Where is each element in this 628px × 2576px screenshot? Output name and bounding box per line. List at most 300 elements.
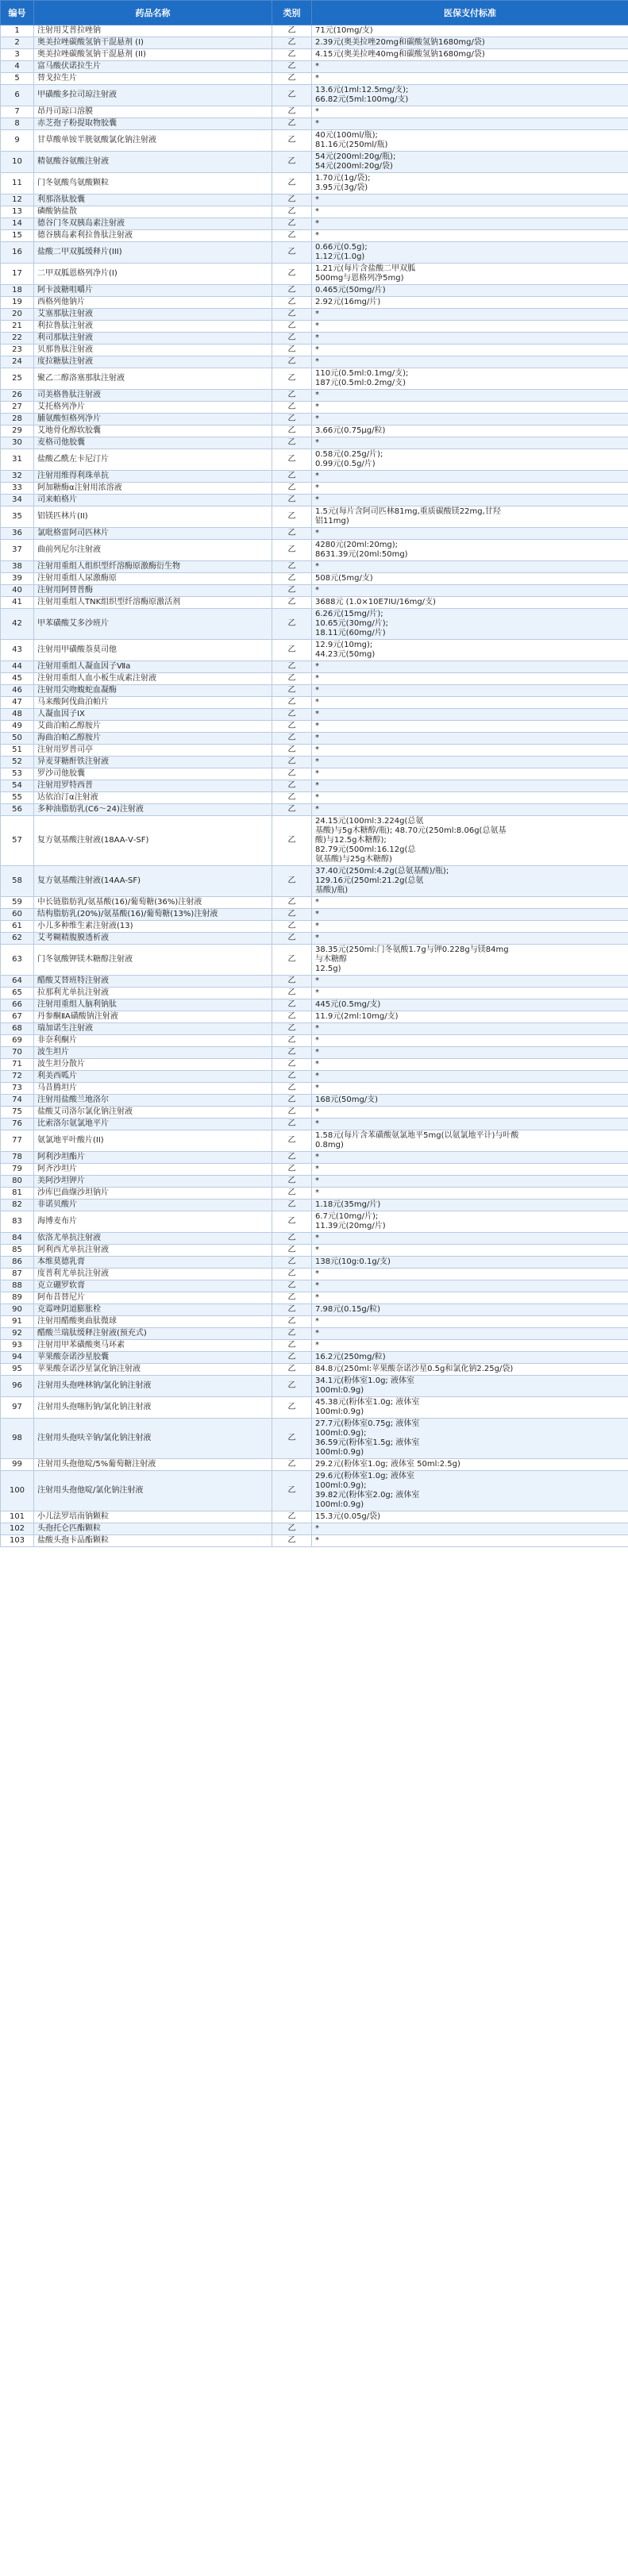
drug-category: 乙 bbox=[272, 173, 312, 194]
payment-standard bbox=[312, 1095, 628, 1107]
payment-standard bbox=[312, 1011, 628, 1023]
payment-standard-line: 100ml:0.9g) bbox=[315, 1448, 364, 1457]
table-row bbox=[1, 173, 628, 194]
table-row bbox=[1, 976, 628, 988]
payment-standard-line: * bbox=[315, 781, 319, 790]
payment-standard bbox=[312, 528, 628, 540]
row-index: 87 bbox=[1, 1269, 34, 1280]
row-index: 85 bbox=[1, 1245, 34, 1257]
drug-category: 乙 bbox=[272, 218, 312, 230]
payment-standard bbox=[312, 804, 628, 816]
drug-category: 乙 bbox=[272, 1130, 312, 1152]
payment-standard bbox=[312, 1059, 628, 1071]
payment-standard bbox=[312, 1511, 628, 1523]
drug-category: 乙 bbox=[272, 130, 312, 152]
drug-name: 注射用头孢唑林钠/氯化钠注射液 bbox=[34, 1376, 272, 1397]
table-row bbox=[1, 745, 628, 757]
table-row bbox=[1, 661, 628, 673]
table-row bbox=[1, 152, 628, 173]
drug-name: 注射用重组人凝血因子Ⅶa bbox=[34, 661, 272, 673]
payment-standard-line: * bbox=[315, 1281, 319, 1290]
drug-name: 依洛尤单抗注射液 bbox=[34, 1233, 272, 1245]
drug-category: 乙 bbox=[272, 356, 312, 368]
payment-standard-line: 40元(100ml/瓶); bbox=[315, 131, 378, 140]
drug-name: 富马酸伏诺拉生片 bbox=[34, 61, 272, 73]
payment-standard-line: * bbox=[315, 674, 319, 683]
payment-standard bbox=[312, 673, 628, 685]
payment-standard bbox=[312, 390, 628, 402]
payment-standard-line: * bbox=[315, 1048, 319, 1057]
drug-category: 乙 bbox=[272, 1292, 312, 1304]
row-index: 92 bbox=[1, 1328, 34, 1340]
table-row bbox=[1, 780, 628, 792]
table-row bbox=[1, 506, 628, 528]
drug-category: 乙 bbox=[272, 792, 312, 804]
drug-name: 丹参酮ⅡA磺酸钠注射液 bbox=[34, 1011, 272, 1023]
payment-standard-line: 6.26元(15mg/片); bbox=[315, 610, 383, 618]
drug-category: 乙 bbox=[272, 573, 312, 585]
table-row bbox=[1, 1535, 628, 1547]
payment-standard-line: * bbox=[315, 934, 319, 942]
payment-standard-line: * bbox=[315, 1329, 319, 1338]
table-row bbox=[1, 1280, 628, 1292]
row-index: 29 bbox=[1, 425, 34, 437]
row-index: 103 bbox=[1, 1535, 34, 1547]
payment-standard-line: 138元(10g:0.1g/支) bbox=[315, 1257, 391, 1266]
drug-category: 乙 bbox=[272, 999, 312, 1011]
payment-standard-line: 氨基酸)与25g木糖醇) bbox=[315, 855, 392, 864]
table-row bbox=[1, 230, 628, 242]
payment-standard-line: 1.58元(每片含苯磺酸氨氯地平5mg(以氨氯地平计)与叶酸 bbox=[315, 1131, 519, 1140]
drug-name: 注射用头孢噻肟钠/氯化钠注射液 bbox=[34, 1397, 272, 1419]
row-index: 23 bbox=[1, 345, 34, 356]
table-row bbox=[1, 1459, 628, 1471]
row-index: 20 bbox=[1, 309, 34, 321]
drug-category: 乙 bbox=[272, 345, 312, 356]
table-row bbox=[1, 999, 628, 1011]
drug-name: 注射用甲苯磺酸奥马环素 bbox=[34, 1340, 272, 1352]
drug-category: 乙 bbox=[272, 309, 312, 321]
payment-standard-line: 0.8mg) bbox=[315, 1141, 344, 1149]
row-index: 53 bbox=[1, 768, 34, 780]
payment-standard bbox=[312, 333, 628, 345]
payment-standard bbox=[312, 1304, 628, 1316]
drug-category: 乙 bbox=[272, 73, 312, 85]
payment-standard bbox=[312, 768, 628, 780]
payment-standard-line: 39.82元(粉体室2.0g; 液体室 bbox=[315, 1491, 420, 1500]
payment-standard bbox=[312, 561, 628, 573]
drug-name: 盐酸艾司洛尔氯化钠注射液 bbox=[34, 1107, 272, 1119]
table-row bbox=[1, 945, 628, 976]
row-index: 81 bbox=[1, 1188, 34, 1199]
table-row bbox=[1, 804, 628, 816]
drug-name: 马来酸阿伐曲泊帕片 bbox=[34, 697, 272, 709]
payment-standard-line: * bbox=[315, 757, 319, 766]
drug-name: 注射用重组人组织型纤溶酶原激酶衍生物 bbox=[34, 561, 272, 573]
payment-standard bbox=[312, 733, 628, 745]
row-index: 72 bbox=[1, 1071, 34, 1083]
drug-name: 注射用醋酸奥曲肽微球 bbox=[34, 1316, 272, 1328]
row-index: 37 bbox=[1, 540, 34, 561]
drug-category: 乙 bbox=[272, 1152, 312, 1164]
payment-standard-line: 1.21元(每片含盐酸二甲双胍 bbox=[315, 264, 416, 273]
payment-standard-line: 16.2元(250mg/粒) bbox=[315, 1353, 386, 1361]
row-index: 79 bbox=[1, 1164, 34, 1176]
payment-standard-line: * bbox=[315, 805, 319, 814]
drug-name: 阿利西尤单抗注射液 bbox=[34, 1245, 272, 1257]
drug-category: 乙 bbox=[272, 1523, 312, 1535]
row-index: 98 bbox=[1, 1419, 34, 1459]
payment-standard-line: * bbox=[315, 898, 319, 907]
payment-standard-line: 基酸)/瓶) bbox=[315, 886, 349, 895]
payment-standard bbox=[312, 414, 628, 425]
table-row bbox=[1, 25, 628, 37]
payment-standard bbox=[312, 1471, 628, 1511]
payment-standard-line: * bbox=[315, 1072, 319, 1080]
drug-name: 拉那利尤单抗注射液 bbox=[34, 988, 272, 999]
payment-standard-line: * bbox=[315, 195, 319, 204]
row-index: 78 bbox=[1, 1152, 34, 1164]
payment-standard-line: * bbox=[315, 438, 319, 447]
row-index: 101 bbox=[1, 1511, 34, 1523]
payment-standard-line: 与木糖醇 bbox=[315, 955, 347, 964]
table-row bbox=[1, 866, 628, 897]
table-row bbox=[1, 609, 628, 640]
row-index: 6 bbox=[1, 85, 34, 106]
payment-standard-line: 84.8元(250ml:苹果酸奈诺沙星0.5g和氯化钠2.25g/袋) bbox=[315, 1365, 514, 1373]
drug-category: 乙 bbox=[272, 25, 312, 37]
drug-category: 乙 bbox=[272, 414, 312, 425]
payment-standard-line: 100ml:0.9g) bbox=[315, 1500, 364, 1509]
row-index: 35 bbox=[1, 506, 34, 528]
table-row bbox=[1, 49, 628, 61]
drug-category: 乙 bbox=[272, 106, 312, 118]
drug-category: 乙 bbox=[272, 976, 312, 988]
drug-category: 乙 bbox=[272, 609, 312, 640]
drug-name: 甲苯磺酸艾多沙班片 bbox=[34, 609, 272, 640]
table-row bbox=[1, 264, 628, 285]
payment-standard-line: * bbox=[315, 219, 319, 228]
payment-standard-line: 100ml:0.9g); bbox=[315, 1429, 367, 1438]
payment-standard bbox=[312, 780, 628, 792]
row-index: 2 bbox=[1, 37, 34, 49]
payment-standard-line: 45.38元(粉体室1.0g; 液体室 bbox=[315, 1398, 420, 1407]
payment-standard bbox=[312, 816, 628, 866]
row-index: 89 bbox=[1, 1292, 34, 1304]
payment-standard bbox=[312, 1257, 628, 1269]
payment-standard-line: 4280元(20ml:20mg); bbox=[315, 541, 399, 549]
drug-name: 利司那肽注射液 bbox=[34, 333, 272, 345]
drug-category: 乙 bbox=[272, 1071, 312, 1083]
row-index: 73 bbox=[1, 1083, 34, 1095]
payment-standard-line: 10.65元(30mg/片); bbox=[315, 619, 388, 628]
payment-standard-line: 100ml:0.9g) bbox=[315, 1407, 364, 1416]
row-index: 33 bbox=[1, 483, 34, 495]
payment-standard bbox=[312, 1280, 628, 1292]
row-index: 48 bbox=[1, 709, 34, 721]
table-row bbox=[1, 1328, 628, 1340]
drug-category: 乙 bbox=[272, 673, 312, 685]
payment-standard-line: * bbox=[315, 119, 319, 128]
drug-name: 艾塞那肽注射液 bbox=[34, 309, 272, 321]
drug-category: 乙 bbox=[272, 471, 312, 483]
payment-standard-line: 71元(10mg/支) bbox=[315, 26, 373, 35]
payment-standard bbox=[312, 721, 628, 733]
drug-name: 注射用尖吻蝮蛇血凝酶 bbox=[34, 685, 272, 697]
payment-standard-line: * bbox=[315, 1317, 319, 1326]
col-header-name: 药品名称 bbox=[34, 1, 272, 25]
drug-name: 利那洛肽胶囊 bbox=[34, 194, 272, 206]
payment-standard-line: * bbox=[315, 976, 319, 985]
row-index: 15 bbox=[1, 230, 34, 242]
drug-category: 乙 bbox=[272, 897, 312, 909]
drug-name: 克霉唑阴道膨胀栓 bbox=[34, 1304, 272, 1316]
drug-category: 乙 bbox=[272, 921, 312, 933]
table-row bbox=[1, 1419, 628, 1459]
drug-name: 奥美拉唑碳酸氢钠干混悬剂 (II) bbox=[34, 49, 272, 61]
table-row bbox=[1, 988, 628, 999]
drug-category: 乙 bbox=[272, 449, 312, 471]
table-row bbox=[1, 1107, 628, 1119]
row-index: 100 bbox=[1, 1471, 34, 1511]
drug-category: 乙 bbox=[272, 1316, 312, 1328]
drug-name: 波生坦分散片 bbox=[34, 1059, 272, 1071]
payment-standard-line: * bbox=[315, 322, 319, 330]
drug-name: 盐酸头孢卡品酯颗粒 bbox=[34, 1535, 272, 1547]
row-index: 74 bbox=[1, 1095, 34, 1107]
table-row bbox=[1, 242, 628, 264]
row-index: 96 bbox=[1, 1376, 34, 1397]
row-index: 9 bbox=[1, 130, 34, 152]
table-row bbox=[1, 218, 628, 230]
drug-category: 乙 bbox=[272, 1364, 312, 1376]
drug-category: 乙 bbox=[272, 206, 312, 218]
payment-standard-line: 1.5元(每片含阿司匹林81mg,重质碳酸镁22mg,甘羟 bbox=[315, 507, 501, 516]
row-index: 12 bbox=[1, 194, 34, 206]
table-row bbox=[1, 437, 628, 449]
payment-standard-line: 38.35元(250ml:门冬氨酸1.7g与钾0.228g与镁84mg bbox=[315, 945, 509, 954]
row-index: 64 bbox=[1, 976, 34, 988]
row-index: 59 bbox=[1, 897, 34, 909]
table-row bbox=[1, 1245, 628, 1257]
row-index: 69 bbox=[1, 1035, 34, 1047]
drug-name: 注射用罗普司亭 bbox=[34, 745, 272, 757]
drug-category: 乙 bbox=[272, 85, 312, 106]
drug-category: 乙 bbox=[272, 866, 312, 897]
payment-standard bbox=[312, 640, 628, 661]
payment-standard bbox=[312, 85, 628, 106]
payment-standard bbox=[312, 1328, 628, 1340]
payment-standard-line: * bbox=[315, 107, 319, 116]
drug-category: 乙 bbox=[272, 1419, 312, 1459]
drug-name: 复方氨基酸注射液(18AA-Ⅴ-SF) bbox=[34, 816, 272, 866]
payment-standard bbox=[312, 173, 628, 194]
payment-standard-line: 12.9元(10mg); bbox=[315, 641, 373, 649]
row-index: 55 bbox=[1, 792, 34, 804]
payment-standard-line: * bbox=[315, 414, 319, 423]
drug-category: 乙 bbox=[272, 1304, 312, 1316]
payment-standard bbox=[312, 118, 628, 130]
drug-name: 人凝血因子IX bbox=[34, 709, 272, 721]
payment-standard bbox=[312, 697, 628, 709]
drug-category: 乙 bbox=[272, 118, 312, 130]
row-index: 86 bbox=[1, 1257, 34, 1269]
row-index: 71 bbox=[1, 1059, 34, 1071]
drug-category: 乙 bbox=[272, 768, 312, 780]
payment-standard-line: 2.92元(16mg/片) bbox=[315, 298, 381, 306]
drug-name: 复方氨基酸注射液(14AA-SF) bbox=[34, 866, 272, 897]
table-row bbox=[1, 118, 628, 130]
payment-standard-line: * bbox=[315, 686, 319, 695]
table-row bbox=[1, 333, 628, 345]
table-row bbox=[1, 1011, 628, 1023]
table-row bbox=[1, 495, 628, 506]
row-index: 31 bbox=[1, 449, 34, 471]
payment-standard bbox=[312, 1107, 628, 1119]
payment-standard-line: * bbox=[315, 745, 319, 754]
drug-category: 乙 bbox=[272, 264, 312, 285]
drug-name: 度拉糖肽注射液 bbox=[34, 356, 272, 368]
drug-category: 乙 bbox=[272, 437, 312, 449]
payment-standard bbox=[312, 218, 628, 230]
drug-category: 乙 bbox=[272, 402, 312, 414]
drug-name: 利美西呱片 bbox=[34, 1071, 272, 1083]
payment-standard-line: 100ml:0.9g) bbox=[315, 1386, 364, 1395]
row-index: 82 bbox=[1, 1199, 34, 1211]
payment-standard bbox=[312, 449, 628, 471]
drug-category: 乙 bbox=[272, 540, 312, 561]
drug-category: 乙 bbox=[272, 697, 312, 709]
drug-category: 乙 bbox=[272, 1459, 312, 1471]
payment-standard-line: * bbox=[315, 357, 319, 366]
drug-category: 乙 bbox=[272, 1011, 312, 1023]
drug-name: 注射用罗特西普 bbox=[34, 780, 272, 792]
payment-standard bbox=[312, 597, 628, 609]
drug-category: 乙 bbox=[272, 230, 312, 242]
payment-standard-line: * bbox=[315, 333, 319, 342]
drug-category: 乙 bbox=[272, 1164, 312, 1176]
table-row bbox=[1, 1047, 628, 1059]
table-row bbox=[1, 733, 628, 745]
payment-standard bbox=[312, 909, 628, 921]
row-index: 50 bbox=[1, 733, 34, 745]
drug-category: 乙 bbox=[272, 933, 312, 945]
row-index: 58 bbox=[1, 866, 34, 897]
payment-standard bbox=[312, 242, 628, 264]
payment-standard bbox=[312, 1199, 628, 1211]
table-row bbox=[1, 1340, 628, 1352]
table-row bbox=[1, 297, 628, 309]
table-row bbox=[1, 356, 628, 368]
payment-standard-line: 54元(200ml:20g/袋) bbox=[315, 162, 393, 171]
drug-category: 乙 bbox=[272, 945, 312, 976]
drug-name: 注射用头孢他啶/5%葡萄糖注射液 bbox=[34, 1459, 272, 1471]
row-index: 19 bbox=[1, 297, 34, 309]
drug-category: 乙 bbox=[272, 1397, 312, 1419]
payment-standard bbox=[312, 945, 628, 976]
row-index: 67 bbox=[1, 1011, 34, 1023]
table-row bbox=[1, 1257, 628, 1269]
payment-standard-line: * bbox=[315, 1153, 319, 1161]
payment-standard-line: 34.1元(粉体室1.0g; 液体室 bbox=[315, 1377, 414, 1385]
drug-name: 德谷胰岛素利拉鲁肽注射液 bbox=[34, 230, 272, 242]
drug-name: 艾地骨化醇软胶囊 bbox=[34, 425, 272, 437]
drug-category: 乙 bbox=[272, 506, 312, 528]
payment-standard-line: 37.40元(250ml:4.2g(总氨基酸)/瓶); bbox=[315, 867, 449, 876]
drug-name: 注射用甲磺酸萘莫司他 bbox=[34, 640, 272, 661]
drug-category: 乙 bbox=[272, 1245, 312, 1257]
payment-standard bbox=[312, 1535, 628, 1547]
payment-standard-line: 29.2元(粉体室1.0g; 液体室 50ml:2.5g) bbox=[315, 1460, 460, 1469]
table-row bbox=[1, 640, 628, 661]
drug-category: 乙 bbox=[272, 1107, 312, 1119]
drug-name: 马昔腾坦片 bbox=[34, 1083, 272, 1095]
row-index: 66 bbox=[1, 999, 34, 1011]
payment-standard-line: * bbox=[315, 402, 319, 411]
payment-standard-line: 54元(200ml:20g/瓶); bbox=[315, 152, 396, 161]
payment-standard-line: 18.11元(60mg/片) bbox=[315, 629, 386, 637]
drug-name: 贝那鲁肽注射液 bbox=[34, 345, 272, 356]
payment-standard bbox=[312, 61, 628, 73]
payment-standard-line: * bbox=[315, 710, 319, 718]
row-index: 28 bbox=[1, 414, 34, 425]
payment-standard-line: * bbox=[315, 1060, 319, 1069]
payment-standard-line: 11.39元(20mg/片) bbox=[315, 1222, 386, 1230]
row-index: 94 bbox=[1, 1352, 34, 1364]
drug-name: 头孢托仑匹酯颗粒 bbox=[34, 1523, 272, 1535]
drug-name: 度普利尤单抗注射液 bbox=[34, 1269, 272, 1280]
drug-category: 乙 bbox=[272, 804, 312, 816]
drug-name: 阿布昔替尼片 bbox=[34, 1292, 272, 1304]
drug-category: 乙 bbox=[272, 1280, 312, 1292]
table-row bbox=[1, 414, 628, 425]
table-row bbox=[1, 1188, 628, 1199]
drug-category: 乙 bbox=[272, 194, 312, 206]
payment-standard-line: * bbox=[315, 1293, 319, 1302]
payment-standard-line: 66.82元(5ml:100mg/支) bbox=[315, 95, 409, 104]
row-index: 76 bbox=[1, 1119, 34, 1130]
table-row bbox=[1, 368, 628, 390]
row-index: 63 bbox=[1, 945, 34, 976]
payment-standard bbox=[312, 1459, 628, 1471]
drug-name: 注射用头孢他啶/氯化钠注射液 bbox=[34, 1471, 272, 1511]
table-row bbox=[1, 106, 628, 118]
row-index: 49 bbox=[1, 721, 34, 733]
table-row bbox=[1, 921, 628, 933]
drug-category: 乙 bbox=[272, 733, 312, 745]
drug-name: 波生坦片 bbox=[34, 1047, 272, 1059]
payment-standard-line: 7.98元(0.15g/粒) bbox=[315, 1305, 381, 1314]
table-row bbox=[1, 1211, 628, 1233]
table-row bbox=[1, 540, 628, 561]
table-row bbox=[1, 1023, 628, 1035]
payment-standard bbox=[312, 437, 628, 449]
drug-name: 阿卡波糖咀嚼片 bbox=[34, 285, 272, 297]
payment-standard-line: * bbox=[315, 1246, 319, 1254]
table-row bbox=[1, 483, 628, 495]
drug-name: 海博麦布片 bbox=[34, 1211, 272, 1233]
payment-standard bbox=[312, 921, 628, 933]
payment-standard-line: * bbox=[315, 1188, 319, 1197]
drug-name: 脯氨酸恒格列净片 bbox=[34, 414, 272, 425]
drug-name: 聚乙二醇洛塞那肽注射液 bbox=[34, 368, 272, 390]
row-index: 75 bbox=[1, 1107, 34, 1119]
payment-standard bbox=[312, 1023, 628, 1035]
payment-standard-line: 3688元 (1.0×10E7IU/16mg/支) bbox=[315, 598, 436, 606]
payment-standard-line: * bbox=[315, 495, 319, 504]
table-row bbox=[1, 449, 628, 471]
table-row bbox=[1, 1233, 628, 1245]
